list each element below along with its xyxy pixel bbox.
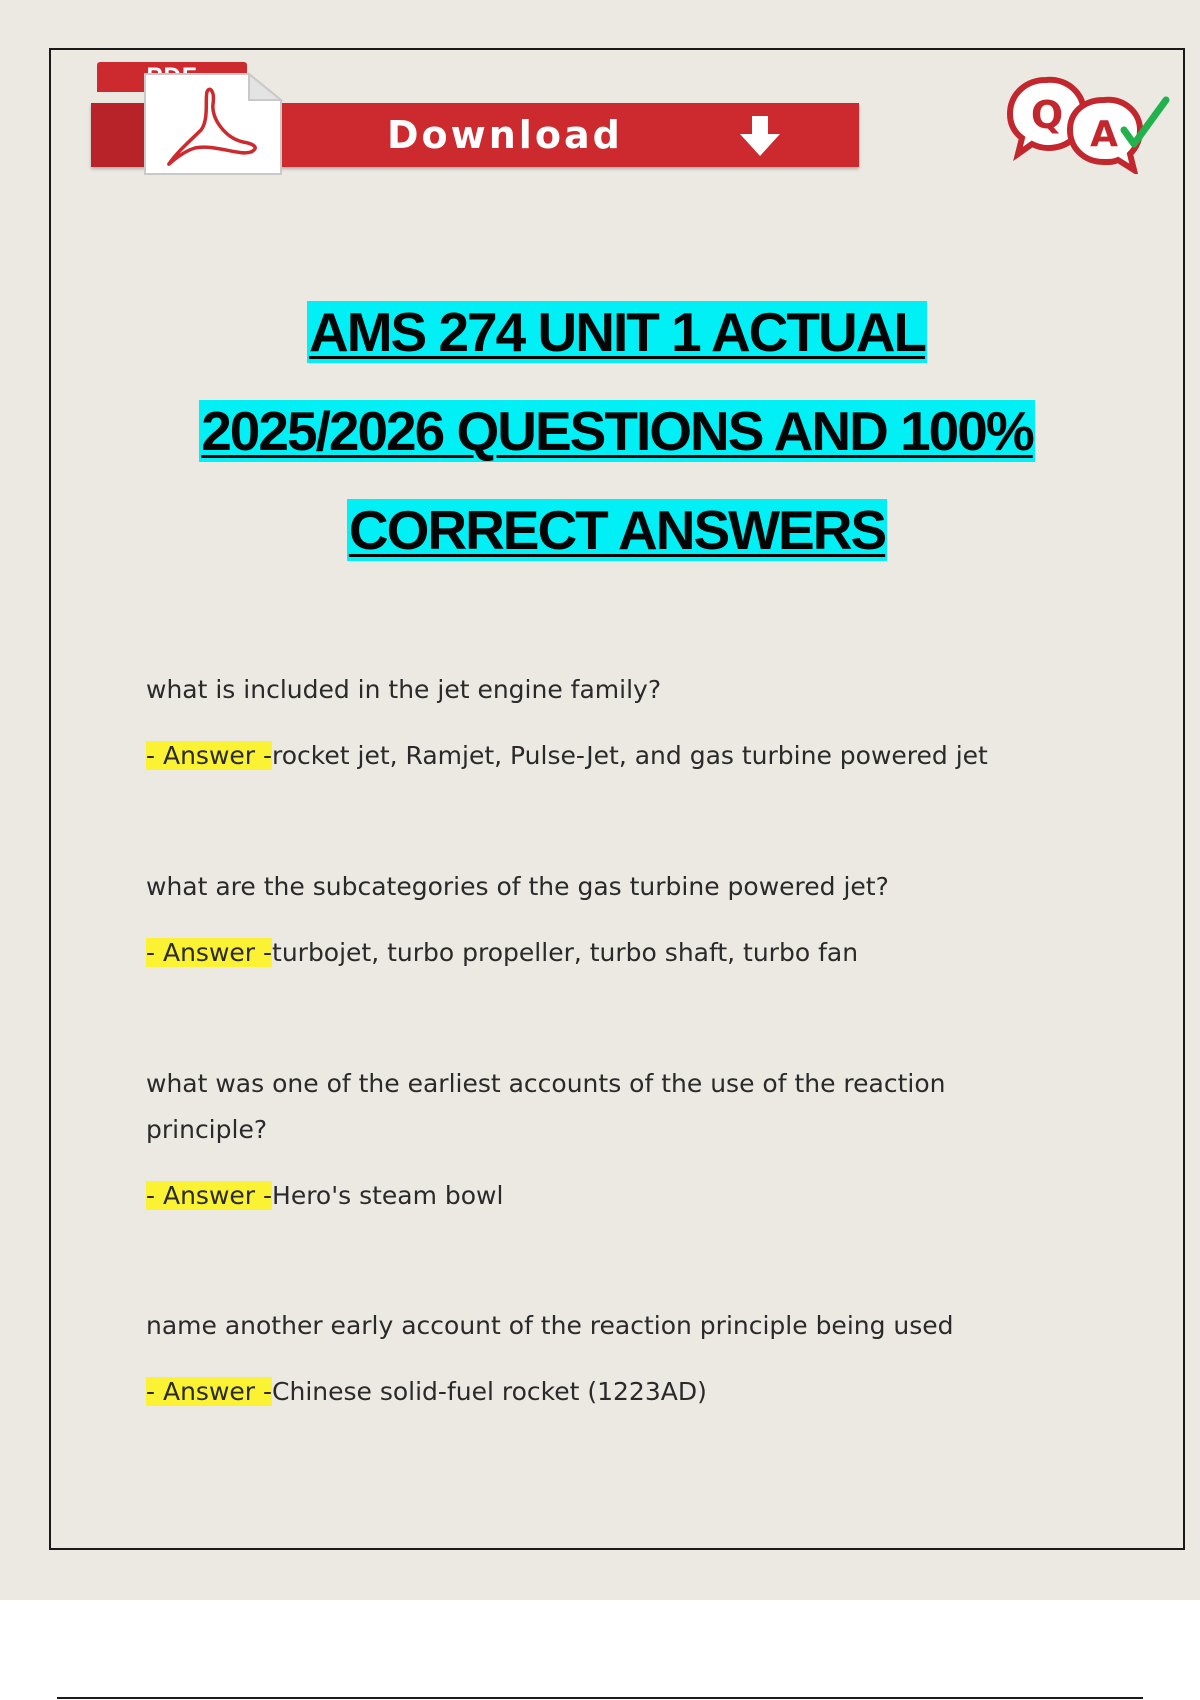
answer-text: turbojet, turbo propeller, turbo shaft, turbo fan bbox=[272, 938, 859, 967]
answer-4 bbox=[146, 1369, 1046, 1415]
answer-text: rocket jet, Ramjet, Pulse-Jet, and gas turbine powered jet bbox=[272, 741, 988, 770]
question-3-line-1: what was one of the earliest accounts of the use of the reaction bbox=[146, 1069, 946, 1098]
answer-2 bbox=[146, 930, 1046, 976]
question-3-line-2: principle? bbox=[146, 1115, 268, 1144]
download-banner[interactable] bbox=[91, 60, 861, 176]
footer-rule bbox=[57, 1697, 1143, 1699]
answer-text: Chinese solid-fuel rocket (1223AD) bbox=[272, 1377, 707, 1406]
answer-1 bbox=[146, 733, 1046, 779]
answer-prefix: - Answer - bbox=[146, 1377, 273, 1406]
question-2: what are the subcategories of the gas turbine powered jet? bbox=[146, 872, 889, 901]
answer-prefix: - Answer - bbox=[146, 741, 273, 770]
answer-prefix: - Answer - bbox=[146, 1181, 273, 1210]
title-line-2: 2025/2026 QUESTIONS AND 100% bbox=[201, 400, 1033, 462]
download-arrow-icon bbox=[736, 114, 784, 158]
title-line-1: AMS 274 UNIT 1 ACTUAL bbox=[308, 301, 926, 363]
download-bar-left bbox=[91, 103, 147, 167]
download-label: Download bbox=[387, 113, 623, 157]
question-1: what is included in the jet engine family? bbox=[146, 675, 662, 704]
answer-text: Hero's steam bowl bbox=[272, 1181, 504, 1210]
svg-text:Q: Q bbox=[1030, 93, 1064, 137]
question-4: name another early account of the reaction principle being used bbox=[146, 1311, 954, 1340]
answer-3 bbox=[146, 1173, 1046, 1219]
svg-text:A: A bbox=[1090, 114, 1118, 155]
title-line-3: CORRECT ANSWERS bbox=[348, 499, 886, 561]
answer-prefix: - Answer - bbox=[146, 938, 273, 967]
qa-logo-icon bbox=[1006, 74, 1172, 174]
pdf-document-icon bbox=[143, 60, 283, 176]
